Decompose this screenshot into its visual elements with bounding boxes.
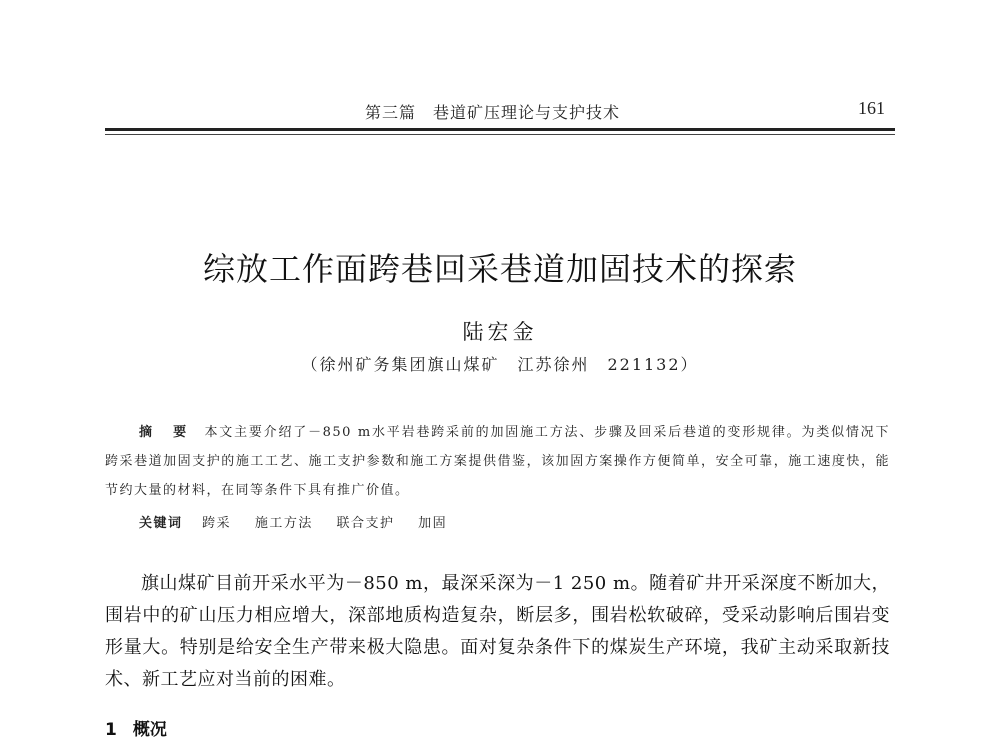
header-rule-thin: [105, 134, 895, 135]
section-title: 概况: [132, 720, 167, 740]
paper-title: 综放工作面跨巷回采巷道加固技术的探索: [202, 250, 797, 288]
section-heading: [105, 715, 167, 740]
keywords-label: 关键词: [139, 516, 183, 531]
abstract: [105, 418, 890, 505]
running-header: [105, 98, 895, 128]
body-paragraph: 旗山煤矿目前开采水平为－850 m，最深采深为－1 250 m。随着矿井开采深度不断加大，围岩中的矿山压力相应增大，深部地质构造复杂，断层多，围岩松软破碎，受采动影响后围岩变形量大。特别是给安全生产带来极大隐患。面对复杂条件下的煤炭生产环境，我矿主动采取新技术、新工艺应对当前的困难。: [105, 573, 890, 690]
abstract-label: 摘 要: [139, 425, 195, 440]
header-rule-thick: [105, 128, 895, 131]
author-name: 陆宏金: [462, 320, 538, 344]
section-number: 1: [105, 720, 117, 740]
keyword: 加固: [418, 516, 448, 531]
running-title: 第三篇 巷道矿压理论与支护技术: [365, 103, 621, 122]
page-number: 161: [858, 98, 885, 118]
keywords: [139, 512, 889, 531]
abstract-text: 本文主要介绍了－850 m水平岩巷跨采前的加固施工方法、步骤及回采后巷道的变形规律。为类似情况下跨采巷道加固支护的施工工艺、施工支护参数和施工方案提供借鉴，该加固方案操作方便简单，安全可靠，施工速度快，能节约大量的材料，在同等条件下具有推广价值。: [105, 425, 890, 498]
author-affiliation: （徐州矿务集团旗山煤矿 江苏徐州 221132）: [301, 355, 699, 374]
keyword: 跨采: [202, 516, 232, 531]
keyword: 施工方法: [254, 516, 313, 531]
keyword: 联合支护: [336, 516, 395, 531]
